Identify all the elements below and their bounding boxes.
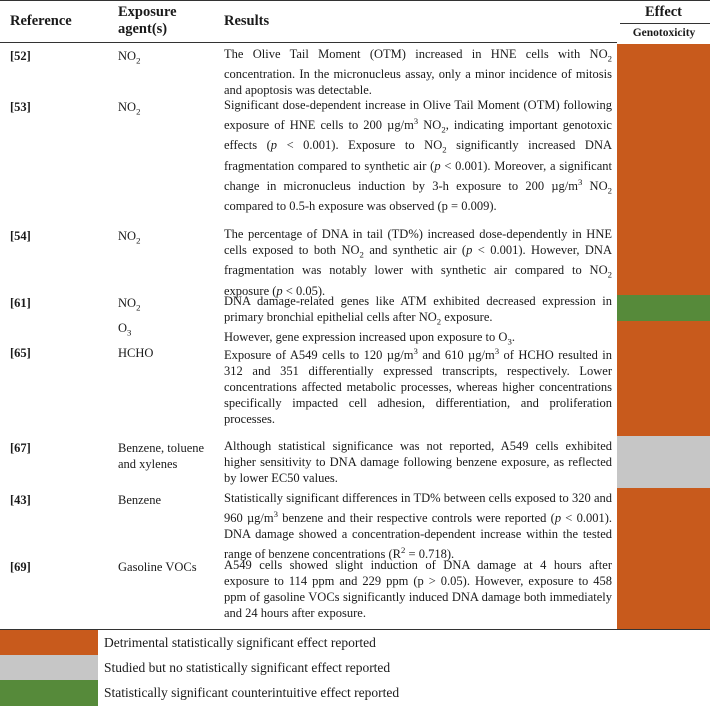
row-result: Statistically significant differences in TD% between cells exposed to 320 and 960 $\mu g/m^3$ benzene and their respective controls were reported (p < 0.001). DNA damage showed a concentration-dependent increase within the tested range of benzene concentrations $(R^2 = 0.718)$.: [224, 491, 612, 562]
row-ref: [54]: [10, 229, 31, 243]
header-effect: Effect: [644, 4, 683, 20]
row-agent: Gasoline VOCs: [118, 560, 197, 574]
row-ref: [65]: [10, 346, 31, 360]
top-rule: [0, 0, 710, 1]
header-exposure-line2: agent(s): [118, 21, 168, 37]
header-results: Results: [224, 13, 270, 29]
header-reference: Reference: [10, 13, 72, 29]
effect-cell-52: [617, 44, 710, 296]
row-result: DNA damage-related genes like ATM exhibited decreased expression in primary bronchial epithelial cells after $NO_2$ exposure. However, gene expression increased upon exposure to $O_3$.: [224, 294, 612, 347]
row-agent: Benzene, toluene and xylenes: [118, 441, 205, 471]
row-ref: [53]: [10, 100, 31, 114]
legend-label: Detrimental statistically significant effect reported: [104, 635, 376, 650]
legend-swatch-not-significant: [0, 655, 98, 681]
effect-cell-67: [617, 436, 710, 488]
row-result: A549 cells showed slight induction of DNA damage at 4 hours after exposure to 114 ppm and 229 ppm (p > 0.05). However, exposure to 458 ppm of gasoline VOCs significantly induced DNA damage both immediately and 24 hours after exposure.: [224, 558, 612, 620]
row-agent: $NO_2$: [118, 229, 141, 246]
row-agent-second: $O_3$: [118, 321, 132, 338]
effect-cell-61: [617, 295, 710, 321]
row-ref: [69]: [10, 560, 31, 574]
row-agent: Benzene: [118, 493, 162, 507]
effect-cell-43: [617, 488, 710, 629]
legend-swatch-counterintuitive: [0, 680, 98, 706]
effect-cell-65: [617, 321, 710, 436]
legend-label: Studied but no statistically significant effect reported: [104, 660, 391, 675]
effect-subrule: [620, 23, 710, 24]
row-agent: $NO_2$: [118, 296, 141, 313]
legend-label: Statistically significant counterintuitive effect reported: [104, 685, 400, 700]
legend-swatch-detrimental: [0, 630, 98, 656]
row-ref: [52]: [10, 49, 31, 63]
header-genotoxicity: Genotoxicity: [632, 27, 696, 39]
row-result: The Olive Tail Moment (OTM) increased in HNE cells with $NO_2$ concentration. In the micronucleus assay, only a minor incidence of mitosis and apoptosis was detectable.: [224, 47, 612, 98]
row-ref: [61]: [10, 296, 31, 310]
row-agent: HCHO: [118, 346, 154, 360]
row-ref: [67]: [10, 441, 31, 455]
header-rule: [0, 42, 617, 43]
row-result: Although statistical significance was not reported, A549 cells exhibited higher sensitivity to DNA damage following benzene exposure, as reflected by lower EC50 values.: [224, 439, 612, 485]
header-exposure-line1: Exposure: [118, 4, 177, 20]
row-agent: $NO_2$: [118, 100, 141, 117]
row-agent: $NO_2$: [118, 49, 141, 66]
row-result: Exposure of A549 cells to 120 $\mu g/m^3$ and 610 $\mu g/m^3$ of HCHO resulted in 312 and 351 differentially expressed transcripts, respectively. Lower concentrations affected metabolic processes, whereas higher concentrations specifically impacted cell adhesion, differentiation, and proliferation processes.: [224, 346, 613, 426]
row-result: Significant dose-dependent increase in Olive Tail Moment (OTM) following exposure of HNE cells to 200 $\mu g/m^3$ $NO_2$, indicating important genotoxic effects (p < 0.001). Exposure to $NO_2$ significantly increased DNA fragmentation compared to synthetic air (p < 0.001). Moreover, a significant change in micronucleus induction by 3-h exposure to 200 $\mu g/m^3$ $NO_2$ compared to 0.5-h exposure was observed (p = 0.009).: [224, 98, 613, 214]
row-ref: [43]: [10, 493, 31, 507]
row-result: The percentage of DNA in tail (TD%) increased dose-dependently in HNE cells exposed to both $NO_2$ and synthetic air (p < 0.001). However, DNA fragmentation was notably lower with synthetic air compared to $NO_2$ exposure (p < 0.05).: [224, 227, 612, 298]
